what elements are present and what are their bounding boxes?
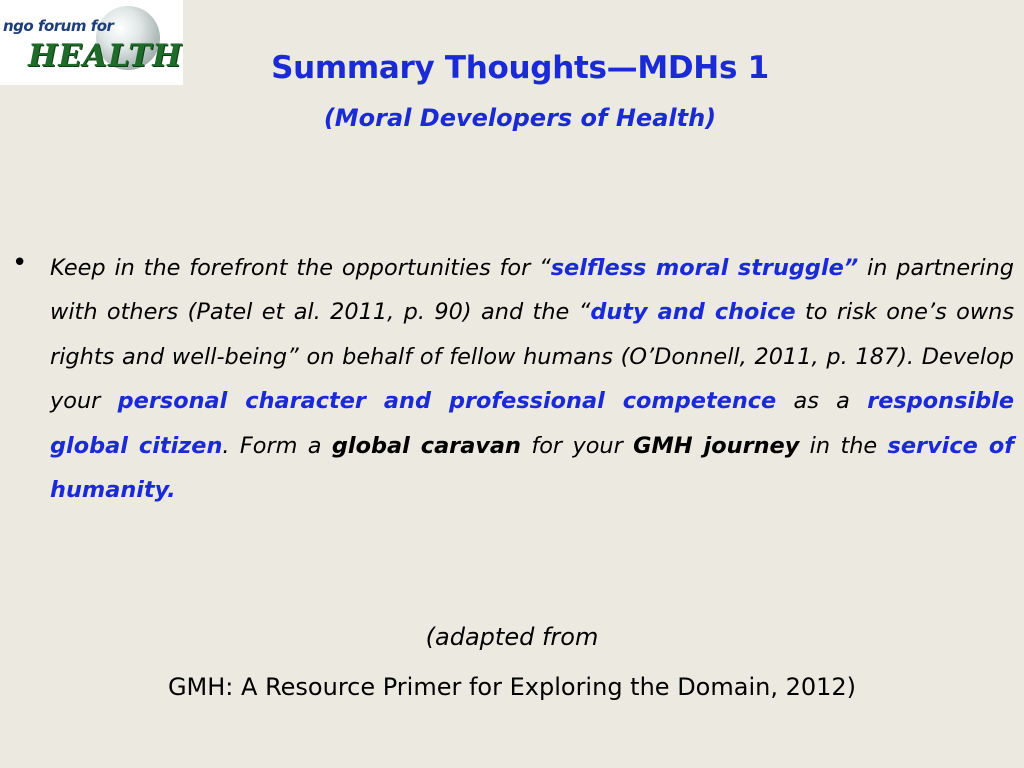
text-run: to risk one’s owns rights and well-being” on behalf of fellow humans (O’Donnell, 2011, p. 187). Develop your [50, 299, 1015, 415]
bullet-paragraph [50, 246, 1014, 512]
emphasis-duty-and-choice: duty and choice [590, 299, 796, 326]
text-run: in partnering with others (Patel et al. 2011, p. 90) and the “ [50, 255, 1014, 326]
emphasis-global-caravan: global caravan [331, 432, 521, 459]
citation-line-1: (adapted from [425, 623, 599, 651]
ngo-forum-for-health-logo [0, 0, 183, 85]
text-run: . Form a [222, 432, 332, 459]
slide-subtitle: (Moral Developers of Health) [323, 104, 717, 132]
slide-title: Summary Thoughts—MDHs 1 [271, 50, 769, 86]
bullet-item [12, 246, 1014, 512]
emphasis-service-of-humanity: service of humanity. [50, 432, 1014, 504]
emphasis-personal-character: personal character and professional competence [117, 388, 777, 415]
text-run: Keep in the forefront the opportunities for “ [50, 255, 551, 281]
emphasis-selfless-moral-struggle: selfless moral struggle” [550, 255, 859, 281]
text-run: in the [799, 432, 888, 459]
bullet-marker: • [12, 248, 28, 278]
text-run: as a [776, 388, 868, 415]
text-run: for your [520, 432, 634, 459]
emphasis-responsible-global-citizen: responsible global citizen [50, 388, 1014, 459]
logo-big-text: HEALTH [28, 38, 183, 74]
emphasis-gmh-journey: GMH journey [633, 432, 800, 459]
citation-line-2: GMH: A Resource Primer for Exploring the Domain, 2012) [167, 673, 857, 701]
logo-small-text: ngo forum for [3, 17, 114, 35]
